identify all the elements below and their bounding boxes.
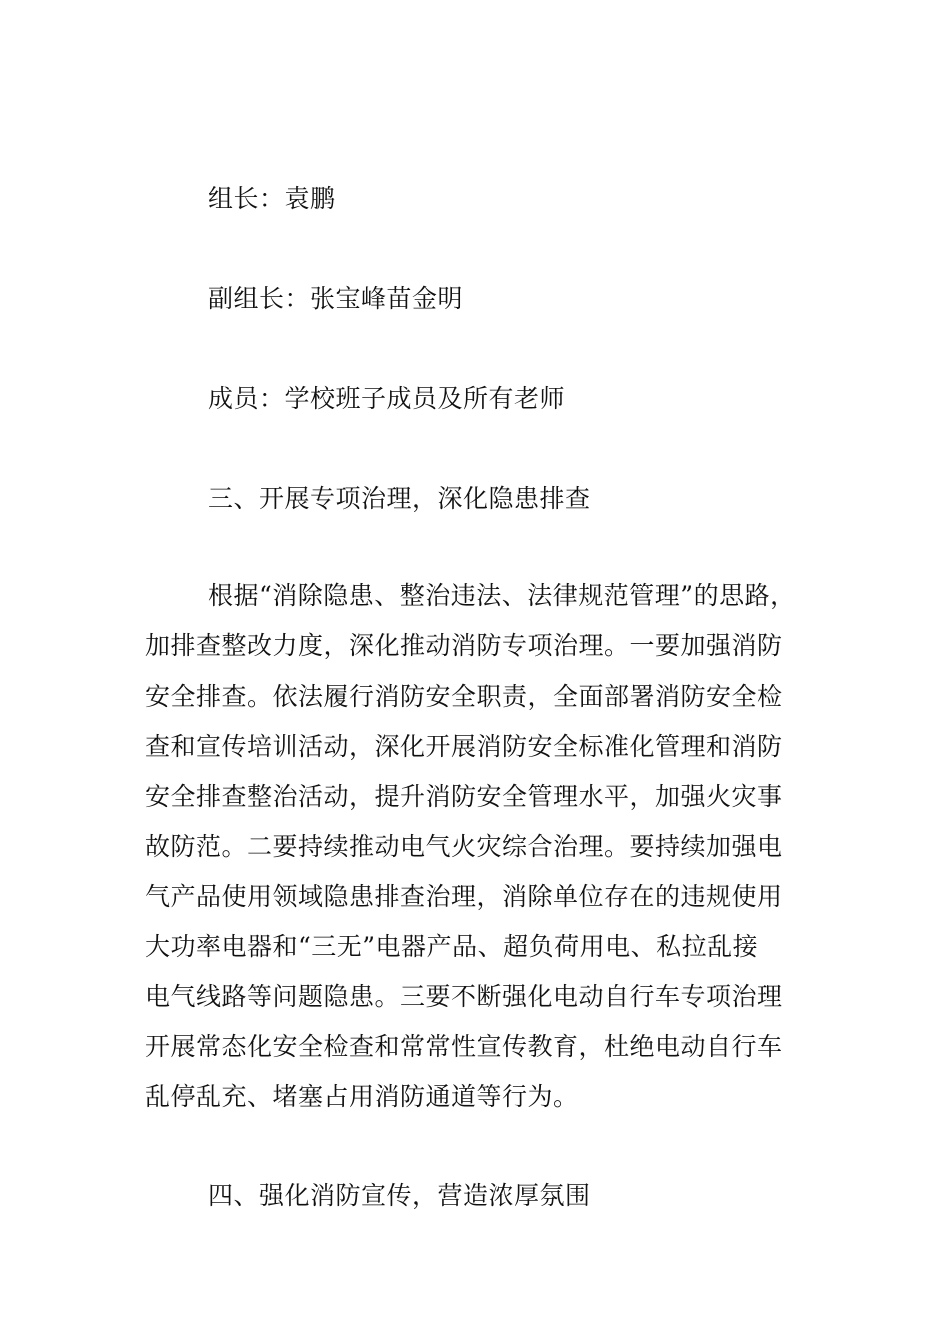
paragraph-line: 查和宣传培训活动，深化开展消防安全标准化管理和消防 xyxy=(145,732,783,761)
section-heading-4: 四、强化消防宣传，营造浓厚氛围 xyxy=(208,1181,591,1210)
paragraph-line: 安全排查整治活动，提升消防安全管理水平，加强火灾事 xyxy=(145,782,783,811)
deputy-leader-line: 副组长：张宝峰苗金明 xyxy=(208,284,464,313)
paragraph-line: 乱停乱充、堵塞占用消防通道等行为。 xyxy=(145,1082,579,1111)
paragraph-line: 开展常态化安全检查和常常性宣传教育，杜绝电动自行车 xyxy=(145,1032,783,1061)
paragraph-line: 故防范。二要持续推动电气火灾综合治理。要持续加强电 xyxy=(145,832,783,861)
members-line: 成员：学校班子成员及所有老师 xyxy=(208,384,566,413)
paragraph-line: 根据“消除隐患、整治违法、法律规范管理”的思路， xyxy=(208,581,796,610)
paragraph-line: 气产品使用领域隐患排查治理，消除单位存在的违规使用 xyxy=(145,882,783,911)
paragraph-line: 加排查整改力度，深化推动消防专项治理。一要加强消防 xyxy=(145,631,783,660)
paragraph-line: 安全排查。依法履行消防安全职责，全面部署消防安全检 xyxy=(145,682,783,711)
group-leader-line: 组长：袁鹏 xyxy=(208,184,336,213)
paragraph-line: 大功率电器和“三无”电器产品、超负荷用电、私拉乱接 xyxy=(145,932,759,961)
paragraph-line: 电气线路等问题隐患。三要不断强化电动自行车专项治理 xyxy=(145,982,783,1011)
section-heading-3: 三、开展专项治理，深化隐患排查 xyxy=(208,484,591,513)
